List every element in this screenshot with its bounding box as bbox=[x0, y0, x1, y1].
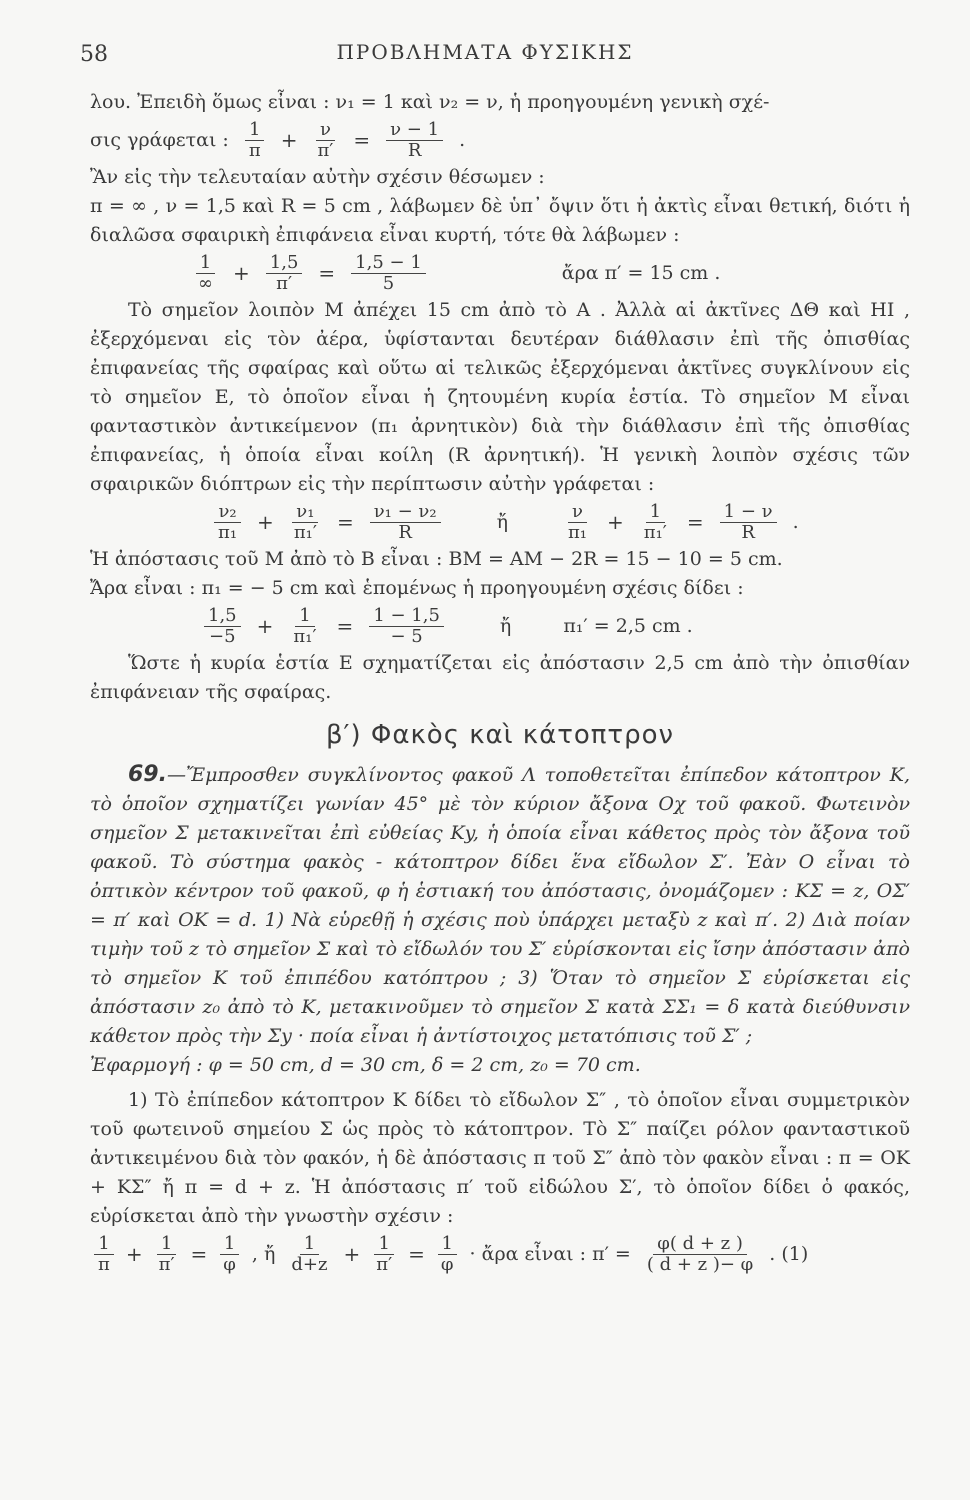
equation-5 bbox=[90, 1233, 910, 1275]
conjunction: ἤ bbox=[496, 510, 508, 533]
numerator: 1 bbox=[157, 1234, 176, 1255]
fraction bbox=[219, 1234, 240, 1275]
denominator: R bbox=[741, 521, 755, 543]
numerator: ν bbox=[568, 502, 587, 523]
denominator: φ bbox=[223, 1253, 236, 1275]
operator: = bbox=[318, 260, 336, 285]
equation-4 bbox=[90, 605, 910, 647]
operator: + bbox=[125, 1241, 143, 1266]
denominator: π′ bbox=[276, 272, 293, 294]
operator: = bbox=[353, 127, 371, 152]
numerator: ν − 1 bbox=[386, 120, 443, 141]
operator: = bbox=[408, 1241, 425, 1266]
operator: = bbox=[336, 613, 354, 638]
numerator: 1 bbox=[245, 120, 264, 141]
fraction bbox=[266, 253, 303, 294]
operator: + bbox=[256, 613, 274, 638]
fraction bbox=[643, 1234, 757, 1275]
numerator: ν bbox=[316, 120, 335, 141]
operator: = bbox=[336, 509, 354, 534]
problem-application: Ἐφαρμογή : φ = 50 cm, d = 30 cm, δ = 2 cm, z₀ = 70 cm. bbox=[90, 1054, 641, 1076]
numerator: 1 bbox=[220, 1234, 239, 1255]
denominator: π₁′ bbox=[643, 521, 667, 543]
paragraph: Τὸ σημεῖον λοιπὸν Μ ἀπέχει 15 cm ἀπὸ τὸ Α . Ἀλλὰ αἱ ἀκτῖνες ΔΘ καὶ ΗΙ , ἐξερχόμεναι εἰς τὸν ἀέρα, ὑφίστανται δευτέραν διάθλασιν ἐπὶ τῆς ὀπισθίας ἐπιφανείας τῆς σφαίρας καὶ οὕτω αἱ τελικῶς ἐξερχόμεναι ἀκτῖνες συγκλίνουν εἰς τὸ σημεῖον Ε, τὸ ὁποῖον εἶναι ἡ ζητουμένη κυρία ἑστία. Τὸ σημεῖον Μ εἶναι φανταστικὸν ἀντικείμενον (π₁ ἀρνητικὸν) διὰ τὴν διάθλασιν ἐπὶ τῆς ὀπισθίας ἐπιφανείας, ἡ ὁποία εἶναι κοίλη (R ἀρνητική). Ἡ γενικὴ λοιπὸν σχέσις τῶν σφαιρικῶν διόπτρων εἰς τὴν περίπτωσιν αὐτὴν γράφεται : bbox=[90, 299, 910, 495]
equation-result: π₁′ = 2,5 cm . bbox=[563, 614, 693, 637]
numerator: 1 − 1,5 bbox=[369, 606, 444, 627]
fraction bbox=[564, 502, 591, 543]
equation-label: . (1) bbox=[769, 1242, 809, 1265]
fraction bbox=[640, 502, 671, 543]
paragraph: Ὥστε ἡ κυρία ἑστία Ε σχηματίζεται εἰς ἀπόστασιν 2,5 cm ἀπὸ τὴν ὀπισθίαν ἐπιφάνειαν τῆς σφαίρας. bbox=[90, 652, 910, 703]
numerator: φ( d + z ) bbox=[653, 1234, 747, 1255]
fraction bbox=[386, 120, 443, 161]
operator: + bbox=[280, 127, 298, 152]
fraction bbox=[245, 120, 265, 161]
problem-text: —Ἔμπροσθεν συγκλίνοντος φακοῦ Λ τοποθετεῖται ἐπίπεδον κάτοπτρον Κ, τὸ ὁποῖον σχηματίζει γωνίαν 45° μὲ τὸν κύριον ἄξονα Οχ τοῦ φακοῦ. Φωτεινὸν σημεῖον Σ μετακινεῖται ἐπὶ εὐθείας Κy, ἡ ὁποία εἶναι κάθετος πρὸς τὸν ἄξονα τοῦ φακοῦ. Τὸ σύστημα φακὸς - κάτοπτρον δίδει ἕνα εἴδωλον Σ′. Ἐὰν Ο εἶναι τὸ ὀπτικὸν κέντρον τοῦ φακοῦ, φ ἡ ἑστιακή του ἀπόστασις, ὀνομάζομεν : ΚΣ = z, ΟΣ′ = π′ καὶ ΟΚ = d. 1) Νὰ εὑρεθῇ ἡ σχέσις ποὺ ὑπάρχει μεταξὺ z καὶ π′. 2) Διὰ ποίαν τιμὴν τοῦ z τὸ σημεῖον Σ καὶ τὸ εἴδωλόν του Σ′ εὑρίσκονται εἰς ἴσην ἀπόστασιν ἀπὸ τὸ σημεῖον Κ τοῦ ἐπιπέδου κατόπτρου ; 3) Ὅταν τὸ σημεῖον Σ εὑρίσκεται εἰς ἀπόστασιν z₀ ἀπὸ τὸ Κ, μετακινοῦμεν τὸ σημεῖον Σ κατὰ ΣΣ₁ = δ κατὰ διεύθυνσιν κάθετον πρὸς τὴν Σy · ποία εἶναι ἡ ἀντίστοιχος μετατόπισις τοῦ Σ′ ; bbox=[90, 764, 910, 1047]
denominator: π′ bbox=[158, 1253, 175, 1275]
page-header bbox=[0, 28, 970, 68]
punctuation: . bbox=[459, 128, 466, 151]
denominator: ∞ bbox=[198, 272, 213, 294]
denominator: π₁ bbox=[218, 521, 238, 543]
fraction bbox=[437, 1234, 458, 1275]
solution-paragraph: 1) Τὸ ἐπίπεδον κάτοπτρον Κ δίδει τὸ εἴδωλον Σ″ , τὸ ὁποῖον εἶναι συμμετρικὸν τοῦ φωτεινοῦ σημείου Σ ὡς πρὸς τὸ κάτοπτρον. Τὸ Σ″ παίζει ρόλον φανταστικοῦ ἀντικειμένου διὰ τὸν φακόν, ἡ δὲ ἀπόστασις π τοῦ Σ″ ἀπὸ τὸν φακὸν εἶναι : π = ΟΚ + ΚΣ″ ἤ π = d + z. Ἡ ἀπόστασις π′ τοῦ εἰδώλου Σ′, τὸ ὁποῖον δίδει ὁ φακός, εὑρίσκεται ἀπὸ τὴν γνωστὴν σχέσιν : bbox=[90, 1089, 910, 1227]
running-title: ΠΡΟΒΛΗΜΑΤΑ ΦΥΣΙΚΗΣ bbox=[336, 40, 634, 64]
conjunction: , ἤ bbox=[251, 1242, 276, 1265]
numerator: 1 bbox=[196, 253, 215, 274]
paragraph: Ἄρα εἶναι : π₁ = − 5 cm καὶ ἑπομένως ἡ προηγουμένη σχέσις δίδει : bbox=[90, 577, 744, 599]
numerator: 1 bbox=[300, 1234, 319, 1255]
conjunction: ἤ bbox=[499, 614, 512, 637]
numerator: 1 bbox=[646, 502, 665, 523]
fraction bbox=[372, 1234, 396, 1275]
equation-text: · ἄρα εἶναι : π′ = bbox=[469, 1242, 631, 1265]
denominator: π₁ bbox=[567, 521, 587, 543]
fraction bbox=[94, 1234, 114, 1275]
denominator: π′ bbox=[376, 1253, 393, 1275]
operator: + bbox=[233, 260, 250, 285]
denominator: π bbox=[98, 1253, 110, 1275]
numerator: 1 − ν bbox=[720, 502, 777, 523]
denominator: φ bbox=[440, 1253, 454, 1275]
numerator: ν₂ bbox=[214, 502, 240, 523]
operator: + bbox=[257, 509, 274, 534]
fraction bbox=[369, 606, 444, 647]
denominator: R bbox=[407, 139, 422, 161]
numerator: 1 bbox=[438, 1234, 457, 1255]
numerator: 1,5 bbox=[204, 606, 241, 627]
denominator: − 5 bbox=[390, 625, 423, 647]
operator: = bbox=[686, 509, 704, 534]
fraction bbox=[287, 1234, 331, 1275]
fraction bbox=[351, 253, 426, 294]
paragraph: π = ∞ , ν = 1,5 καὶ R = 5 cm , λάβωμεν δὲ ὑπ᾽ ὄψιν ὅτι ἡ ἀκτὶς εἶναι θετική, διότι ἡ διαλῶσα σφαιρικὴ ἐπιφάνεια εἶναι κυρτή, τότε θὰ λάβωμεν : bbox=[90, 195, 910, 246]
fraction bbox=[370, 502, 441, 543]
denominator: d+z bbox=[291, 1253, 328, 1275]
denominator: R bbox=[398, 521, 412, 543]
fraction bbox=[313, 120, 337, 161]
problem-statement bbox=[90, 760, 910, 1051]
fraction bbox=[290, 502, 321, 543]
fraction bbox=[720, 502, 777, 543]
numerator: 1 bbox=[374, 1234, 393, 1255]
numerator: 1 bbox=[295, 606, 314, 627]
operator: + bbox=[343, 1241, 361, 1266]
denominator: 5 bbox=[382, 272, 395, 294]
paragraph: Ἡ ἀπόστασις τοῦ Μ ἀπὸ τὸ Β εἶναι : ΒΜ = ΑΜ − 2R = 15 − 10 = 5 cm. bbox=[90, 548, 783, 570]
numerator: 1 bbox=[94, 1234, 113, 1255]
numerator: ν₁ bbox=[292, 502, 318, 523]
equation-lead: σις γράφεται : bbox=[90, 128, 229, 151]
fraction bbox=[289, 606, 320, 647]
denominator: −5 bbox=[209, 625, 236, 647]
operator: = bbox=[190, 1241, 208, 1266]
numerator: 1,5 − 1 bbox=[351, 253, 426, 274]
denominator: π₁′ bbox=[293, 625, 317, 647]
fraction bbox=[155, 1234, 179, 1275]
fraction bbox=[214, 502, 241, 543]
fraction bbox=[204, 606, 241, 647]
page-number: 58 bbox=[80, 42, 108, 67]
numerator: ν₁ − ν₂ bbox=[370, 502, 441, 523]
operator: + bbox=[607, 509, 624, 534]
equation-3 bbox=[90, 501, 910, 543]
paragraph: Ἂν εἰς τὴν τελευταίαν αὐτὴν σχέσιν θέσωμεν : bbox=[90, 166, 545, 188]
fraction bbox=[194, 253, 217, 294]
equation-1 bbox=[90, 119, 910, 161]
denominator: π bbox=[248, 139, 261, 161]
numerator: 1,5 bbox=[266, 253, 303, 274]
paragraph: λου. Ἐπειδὴ ὅμως εἶναι : ν₁ = 1 καὶ ν₂ = ν, ἡ προηγουμένη γενικὴ σχέ- bbox=[90, 91, 770, 113]
problem-number: 69. bbox=[128, 762, 167, 787]
page-content bbox=[90, 88, 910, 1277]
punctuation: . bbox=[792, 510, 799, 533]
denominator: π′ bbox=[317, 139, 334, 161]
section-heading: β′) Φακὸς καὶ κάτοπτρον bbox=[325, 720, 675, 750]
denominator: π₁′ bbox=[293, 521, 317, 543]
denominator: ( d + z )− φ bbox=[646, 1253, 754, 1275]
equation-2 bbox=[90, 252, 910, 294]
equation-result: ἄρα π′ = 15 cm . bbox=[561, 261, 721, 284]
